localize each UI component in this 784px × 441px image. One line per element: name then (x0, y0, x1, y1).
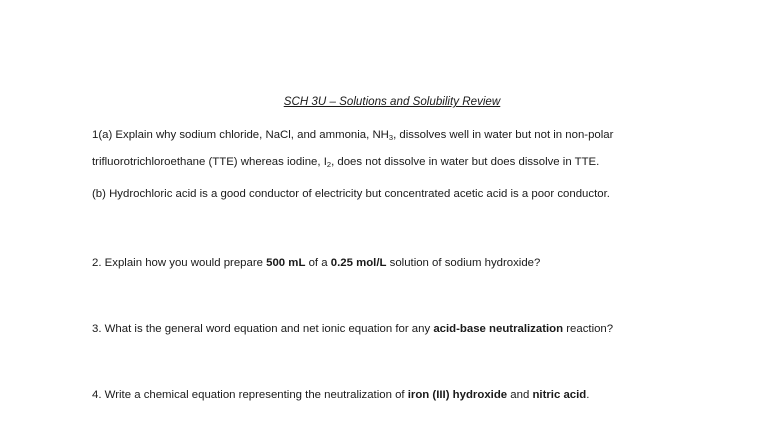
question-1a-text-line-2-continued: , does not dissolve in water but does dissolve in TTE. (331, 156, 600, 168)
question-4-text-3: . (586, 389, 590, 401)
question-1a-line-2 (92, 155, 599, 169)
question-3 (92, 322, 613, 336)
question-1a-text: 1(a) Explain why sodium chloride, NaCl, and ammonia, NH (92, 129, 389, 141)
question-1b: (b) Hydrochloric acid is a good conductor of electricity but concentrated acetic acid is a poor conductor. (92, 188, 610, 200)
question-2-text-3: solution of sodium hydroxide? (386, 257, 541, 269)
page-title: SCH 3U – Solutions and Solubility Review (283, 95, 501, 108)
question-2-volume: 500 mL (266, 257, 306, 269)
question-1a-text-continued: , dissolves well in water but not in non-polar (393, 129, 614, 141)
question-4-reactant-2: nitric acid (532, 389, 587, 401)
question-4 (92, 388, 589, 402)
question-4-text-2: and (507, 389, 533, 401)
question-3-text: 3. What is the general word equation and net ionic equation for any (92, 323, 434, 335)
question-3-emphasis: acid-base neutralization (433, 323, 564, 335)
question-2-text: 2. Explain how you would prepare (92, 257, 267, 269)
question-2 (92, 256, 540, 270)
question-4-reactant-1: iron (III) hydroxide (407, 389, 508, 401)
question-2-concentration: 0.25 mol/L (330, 257, 387, 269)
question-1a-text-line-2: trifluorotrichloroethane (TTE) whereas iodine, I (92, 156, 327, 168)
subscript-3: 3 (388, 133, 394, 142)
question-2-text-2: of a (305, 257, 331, 269)
question-4-text: 4. Write a chemical equation representing the neutralization of (92, 389, 408, 401)
subscript-2: 2 (326, 160, 332, 169)
question-1a-line-1 (92, 128, 613, 142)
question-3-text-2: reaction? (563, 323, 614, 335)
